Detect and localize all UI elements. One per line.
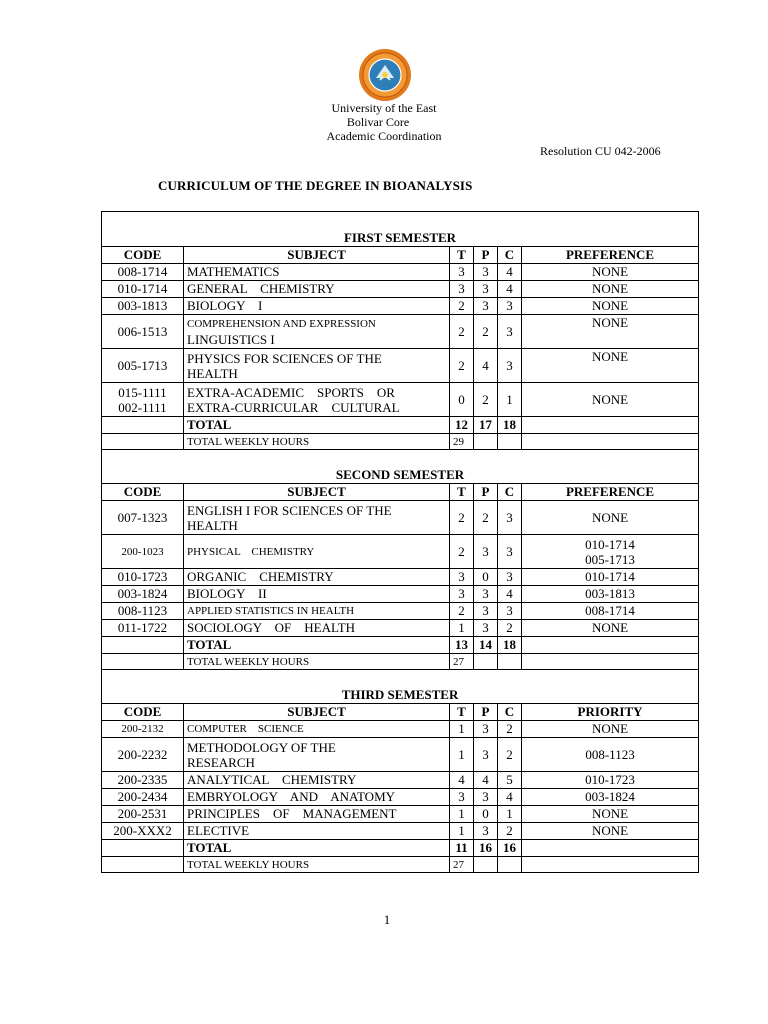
col-c-header: C — [498, 484, 522, 501]
total-row — [102, 840, 699, 857]
course-priority: NONE — [522, 823, 699, 840]
course-c: 3 — [498, 569, 522, 586]
course-code: 200-2132 — [102, 721, 184, 738]
course-row — [102, 349, 699, 383]
course-row — [102, 281, 699, 298]
course-preference: 003-1813 — [522, 586, 699, 603]
total-label: TOTAL — [184, 840, 450, 857]
course-preference-line: 005-1713 — [585, 551, 635, 567]
total-spacer — [102, 840, 184, 857]
course-code-line: 002-1111 — [118, 399, 167, 415]
weekly-spacer — [498, 434, 522, 450]
weekly-spacer — [474, 654, 498, 670]
weekly-hours-row — [102, 434, 699, 450]
curriculum-table — [101, 211, 699, 873]
course-c: 5 — [498, 772, 522, 789]
course-c: 2 — [498, 620, 522, 637]
course-preference: 010-1714 — [522, 569, 699, 586]
weekly-hours-label: TOTAL WEEKLY HOURS — [184, 434, 450, 450]
course-subject: MATHEMATICS — [184, 264, 450, 281]
course-subject-line: HEALTH — [187, 365, 238, 381]
course-priority: 010-1723 — [522, 772, 699, 789]
course-subject — [184, 349, 450, 383]
course-subject-line: COMPREHENSION AND EXPRESSION — [187, 317, 376, 330]
course-preference: NONE — [522, 264, 699, 281]
total-row — [102, 417, 699, 434]
column-header-row — [102, 247, 699, 264]
semester-title: FIRST SEMESTER — [102, 212, 699, 247]
course-p: 2 — [474, 315, 498, 349]
course-c: 4 — [498, 281, 522, 298]
col-code-header: CODE — [102, 704, 184, 721]
course-c: 4 — [498, 586, 522, 603]
total-c: 18 — [498, 637, 522, 654]
course-t: 1 — [450, 823, 474, 840]
course-t: 1 — [450, 620, 474, 637]
course-p: 3 — [474, 823, 498, 840]
course-subject — [184, 501, 450, 535]
col-c-header: C — [498, 247, 522, 264]
course-subject: PHYSICAL CHEMISTRY — [184, 535, 450, 569]
course-subject: COMPUTER SCIENCE — [184, 721, 450, 738]
course-subject-line: EXTRA-CURRICULAR CULTURAL — [187, 399, 400, 415]
course-subject: GENERAL CHEMISTRY — [184, 281, 450, 298]
col-t-header: T — [450, 247, 474, 264]
semester-title: SECOND SEMESTER — [102, 450, 699, 484]
course-code: 200-XXX2 — [102, 823, 184, 840]
course-subject: BIOLOGY I — [184, 298, 450, 315]
course-preference — [522, 535, 699, 569]
col-p-header: P — [474, 247, 498, 264]
course-c: 2 — [498, 823, 522, 840]
course-t: 2 — [450, 349, 474, 383]
weekly-spacer — [498, 654, 522, 670]
course-preference: NONE — [522, 383, 699, 417]
weekly-spacer — [102, 654, 184, 670]
course-code: 200-2335 — [102, 772, 184, 789]
weekly-spacer — [522, 654, 699, 670]
total-spacer — [102, 417, 184, 434]
course-row — [102, 721, 699, 738]
course-code: 003-1813 — [102, 298, 184, 315]
course-c: 2 — [498, 721, 522, 738]
course-subject — [184, 383, 450, 417]
course-row — [102, 603, 699, 620]
course-code: 005-1713 — [102, 349, 184, 383]
weekly-spacer — [522, 434, 699, 450]
header-core: Bolivar Core — [346, 115, 410, 129]
course-p: 3 — [474, 738, 498, 772]
course-preference-line: 010-1714 — [585, 536, 635, 552]
course-code: 008-1123 — [102, 603, 184, 620]
total-spacer — [522, 840, 699, 857]
weekly-hours-row — [102, 654, 699, 670]
course-c: 3 — [498, 501, 522, 535]
course-p: 3 — [474, 789, 498, 806]
col-c-header: C — [498, 704, 522, 721]
course-t: 2 — [450, 501, 474, 535]
course-subject: BIOLOGY II — [184, 586, 450, 603]
course-code: 200-1023 — [102, 535, 184, 569]
course-row — [102, 586, 699, 603]
total-p: 17 — [474, 417, 498, 434]
course-row — [102, 264, 699, 281]
course-subject — [184, 738, 450, 772]
course-code: 200-2232 — [102, 738, 184, 772]
weekly-spacer — [102, 857, 184, 873]
course-p: 2 — [474, 501, 498, 535]
course-row — [102, 823, 699, 840]
course-row — [102, 315, 699, 349]
course-p: 3 — [474, 281, 498, 298]
course-p: 3 — [474, 603, 498, 620]
course-subject: ORGANIC CHEMISTRY — [184, 569, 450, 586]
header-university: University of the East — [331, 101, 437, 115]
total-p: 14 — [474, 637, 498, 654]
total-spacer — [522, 637, 699, 654]
course-preference: NONE — [522, 315, 699, 349]
course-subject-line: PHYSICS FOR SCIENCES OF THE — [187, 350, 382, 366]
course-subject: ANALYTICAL CHEMISTRY — [184, 772, 450, 789]
course-c: 1 — [498, 383, 522, 417]
header-coordination: Academic Coordination — [326, 129, 442, 143]
course-code-line: 015-1111 — [118, 384, 167, 400]
course-p: 3 — [474, 620, 498, 637]
course-p: 3 — [474, 535, 498, 569]
weekly-spacer — [102, 434, 184, 450]
weekly-hours-value: 29 — [450, 434, 474, 450]
course-c: 4 — [498, 789, 522, 806]
course-t: 1 — [450, 721, 474, 738]
semester-heading-row — [102, 670, 699, 704]
university-crest-logo — [358, 48, 412, 102]
course-t: 3 — [450, 281, 474, 298]
course-code: 008-1714 — [102, 264, 184, 281]
document-title: CURRICULUM OF THE DEGREE IN BIOANALYSIS — [158, 178, 473, 193]
col-t-header: T — [450, 704, 474, 721]
column-header-row — [102, 484, 699, 501]
course-subject: PRINCIPLES OF MANAGEMENT — [184, 806, 450, 823]
course-subject: ELECTIVE — [184, 823, 450, 840]
course-preference: NONE — [522, 620, 699, 637]
course-p: 0 — [474, 806, 498, 823]
course-t: 3 — [450, 789, 474, 806]
course-p: 0 — [474, 569, 498, 586]
course-preference: NONE — [522, 298, 699, 315]
course-t: 1 — [450, 738, 474, 772]
course-code — [102, 383, 184, 417]
course-c: 4 — [498, 264, 522, 281]
course-priority: NONE — [522, 806, 699, 823]
course-c: 3 — [498, 349, 522, 383]
weekly-hours-label: TOTAL WEEKLY HOURS — [184, 857, 450, 873]
course-row — [102, 383, 699, 417]
course-subject — [184, 315, 450, 349]
total-t: 11 — [450, 840, 474, 857]
course-row — [102, 772, 699, 789]
col-subject-header: SUBJECT — [184, 484, 450, 501]
course-subject-line: LINGUISTICS I — [187, 331, 275, 347]
course-t: 1 — [450, 806, 474, 823]
semester-heading-row — [102, 212, 699, 247]
course-p: 4 — [474, 772, 498, 789]
course-subject-line: EXTRA-ACADEMIC SPORTS OR — [187, 384, 395, 400]
weekly-hours-value: 27 — [450, 654, 474, 670]
col-priority-header: PRIORITY — [522, 704, 699, 721]
total-spacer — [522, 417, 699, 434]
course-row — [102, 569, 699, 586]
course-t: 3 — [450, 586, 474, 603]
course-row — [102, 298, 699, 315]
course-row — [102, 789, 699, 806]
course-row — [102, 806, 699, 823]
course-subject-line: RESEARCH — [187, 754, 255, 770]
total-row — [102, 637, 699, 654]
course-p: 3 — [474, 721, 498, 738]
weekly-spacer — [498, 857, 522, 873]
course-code: 003-1824 — [102, 586, 184, 603]
col-p-header: P — [474, 484, 498, 501]
course-t: 4 — [450, 772, 474, 789]
total-c: 16 — [498, 840, 522, 857]
course-t: 2 — [450, 315, 474, 349]
col-code-header: CODE — [102, 247, 184, 264]
col-code-header: CODE — [102, 484, 184, 501]
resolution-number: Resolution CU 042-2006 — [540, 144, 661, 158]
course-priority: NONE — [522, 721, 699, 738]
weekly-spacer — [474, 857, 498, 873]
course-row — [102, 501, 699, 535]
col-preference-header: PREFERENCE — [522, 484, 699, 501]
course-p: 3 — [474, 586, 498, 603]
course-t: 2 — [450, 535, 474, 569]
course-priority: 008-1123 — [522, 738, 699, 772]
course-preference: 008-1714 — [522, 603, 699, 620]
col-p-header: P — [474, 704, 498, 721]
course-c: 1 — [498, 806, 522, 823]
course-row — [102, 620, 699, 637]
column-header-row — [102, 704, 699, 721]
col-subject-header: SUBJECT — [184, 247, 450, 264]
course-t: 0 — [450, 383, 474, 417]
semester-title: THIRD SEMESTER — [102, 670, 699, 704]
course-subject-line: ENGLISH I FOR SCIENCES OF THE — [187, 502, 392, 518]
course-t: 3 — [450, 569, 474, 586]
course-code: 010-1723 — [102, 569, 184, 586]
course-subject-line: HEALTH — [187, 517, 238, 533]
course-t: 3 — [450, 264, 474, 281]
total-spacer — [102, 637, 184, 654]
total-label: TOTAL — [184, 637, 450, 654]
course-code: 006-1513 — [102, 315, 184, 349]
weekly-spacer — [522, 857, 699, 873]
course-subject: APPLIED STATISTICS IN HEALTH — [184, 603, 450, 620]
semester-heading-row — [102, 450, 699, 484]
col-preference-header: PREFERENCE — [522, 247, 699, 264]
col-subject-header: SUBJECT — [184, 704, 450, 721]
course-code: 007-1323 — [102, 501, 184, 535]
total-c: 18 — [498, 417, 522, 434]
course-c: 3 — [498, 315, 522, 349]
course-c: 2 — [498, 738, 522, 772]
course-subject: EMBRYOLOGY AND ANATOMY — [184, 789, 450, 806]
course-t: 2 — [450, 603, 474, 620]
course-subject-line: METHODOLOGY OF THE — [187, 739, 336, 755]
course-code: 200-2531 — [102, 806, 184, 823]
weekly-spacer — [474, 434, 498, 450]
course-code: 200-2434 — [102, 789, 184, 806]
page-number: 1 — [383, 912, 391, 927]
weekly-hours-row — [102, 857, 699, 873]
course-p: 2 — [474, 383, 498, 417]
course-p: 4 — [474, 349, 498, 383]
course-preference: NONE — [522, 281, 699, 298]
course-p: 3 — [474, 298, 498, 315]
course-row — [102, 738, 699, 772]
total-p: 16 — [474, 840, 498, 857]
course-preference: NONE — [522, 349, 699, 383]
total-label: TOTAL — [184, 417, 450, 434]
weekly-hours-value: 27 — [450, 857, 474, 873]
course-t: 2 — [450, 298, 474, 315]
course-preference: NONE — [522, 501, 699, 535]
course-code: 010-1714 — [102, 281, 184, 298]
weekly-hours-label: TOTAL WEEKLY HOURS — [184, 654, 450, 670]
total-t: 12 — [450, 417, 474, 434]
col-t-header: T — [450, 484, 474, 501]
course-row — [102, 535, 699, 569]
course-priority: 003-1824 — [522, 789, 699, 806]
course-subject: SOCIOLOGY OF HEALTH — [184, 620, 450, 637]
course-p: 3 — [474, 264, 498, 281]
course-c: 3 — [498, 603, 522, 620]
course-code: 011-1722 — [102, 620, 184, 637]
course-c: 3 — [498, 535, 522, 569]
total-t: 13 — [450, 637, 474, 654]
course-c: 3 — [498, 298, 522, 315]
